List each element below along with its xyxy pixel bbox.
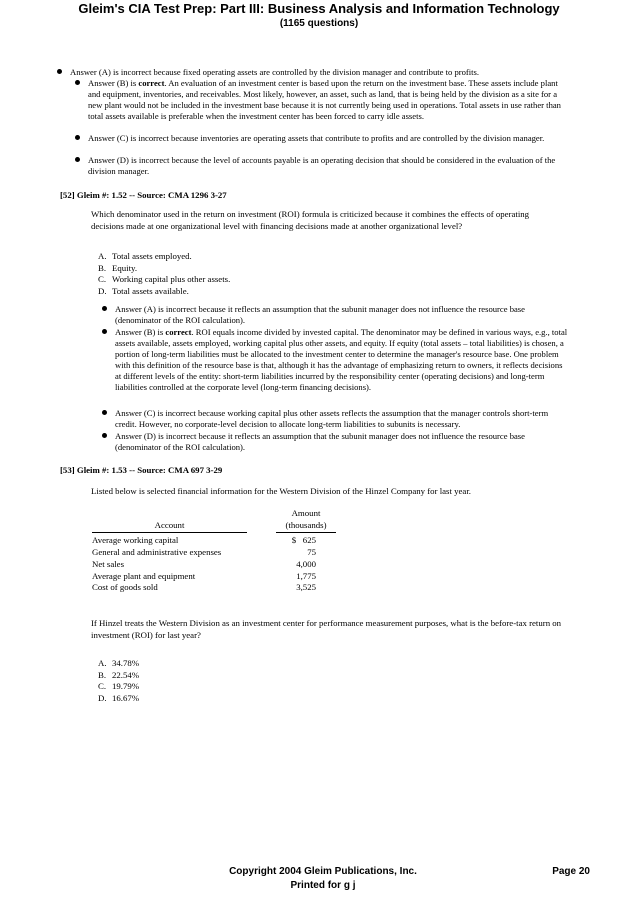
answer-bullet xyxy=(115,327,570,393)
bullet-icon xyxy=(75,135,80,140)
answer-text: Answer (A) is incorrect because fixed operating assets are controlled by the division manager and contribute to profits. xyxy=(70,67,480,77)
page-header-title: Gleim's CIA Test Prep: Part III: Business Analysis and Information Technology xyxy=(78,1,560,16)
question-52-heading: [52] Gleim #: 1.52 -- Source: CMA 1296 3-27 xyxy=(60,190,227,200)
footer-printed-for: Printed for g j xyxy=(290,880,356,891)
table-row-amount: 75 xyxy=(307,547,316,557)
bullet-icon xyxy=(57,69,62,74)
bullet-icon xyxy=(102,410,107,415)
table-row-account: Average working capital xyxy=(92,535,179,545)
bullet-icon xyxy=(75,80,80,85)
question-53-heading: [53] Gleim #: 1.53 -- Source: CMA 697 3-29 xyxy=(60,465,223,475)
answer-text: Answer (D) is incorrect because it reflects an assumption that the subunit manager does not influence the resource base (denominator of the ROI calculation). xyxy=(115,431,525,452)
choice-d: D. Total assets available. xyxy=(98,286,189,296)
header-rule xyxy=(92,532,247,533)
col-header-thousands: (thousands) xyxy=(285,520,327,530)
choice-a: A. 34.78% xyxy=(98,658,140,668)
choice-c: C. Working capital plus other assets. xyxy=(98,274,231,284)
answer-text: Answer (C) is incorrect because inventories are operating assets that contribute to profits and are controlled by the division manager. xyxy=(88,133,545,143)
answer-bullet xyxy=(115,408,570,430)
footer-page-number: Page 20 xyxy=(552,866,590,877)
footer-copyright: Copyright 2004 Gleim Publications, Inc. xyxy=(229,866,417,877)
bullet-icon xyxy=(102,329,107,334)
question-53-text: If Hinzel treats the Western Division as an investment center for performance measurement purposes, what is the before-tax return on investment (ROI) for last year? xyxy=(91,618,562,640)
table-row-account: Average plant and equipment xyxy=(92,571,196,581)
choice-b: B. Equity. xyxy=(98,263,138,273)
col-header-account: Account xyxy=(154,520,185,530)
answer-bullet xyxy=(115,304,570,326)
answer-bullet xyxy=(88,78,570,122)
answer-text: Answer (B) is correct. An evaluation of an investment center is based upon the return on the investment base. These assets include plant and equipment, inventories, and receivables. Most likely, however, an asset, such as land, that is being held by the division as a site for a new plant would not be included in the investment base because it is not currently being used in operations. Total assets in use rather than total assets available is preferable when the investment center has been forced to carry idle assets. xyxy=(88,78,561,121)
table-row-account: Net sales xyxy=(92,559,125,569)
answer-text: Answer (D) is incorrect because the level of accounts payable is an operating decision that should be considered in the evaluation of the division manager. xyxy=(88,155,556,176)
answer-text: Answer (B) is correct. ROI equals income divided by invested capital. The denominator may be defined in various ways, e.g., total assets available, assets employed, working capital plus other assets, and equity. If equity (total assets – total liabilities) is chosen, a portion of long-term liabilities must be allocated to the investment center to determine the manager's resource base. One problem with this definition of the resource base is that, although it has the advantage of emphasizing return to owners, it reflects decisions at different levels of the entity: short-term liabilities incurred by the responsibility center (operating decisions) and long-term liabilities controlled at the corporate level (long-term financing decisions). xyxy=(115,327,568,392)
choice-a: A. Total assets employed. xyxy=(98,251,192,261)
bullet-icon xyxy=(102,433,107,438)
table-row-account: Cost of goods sold xyxy=(92,582,158,592)
choice-d: D. 16.67% xyxy=(98,693,140,703)
table-row-amount: 1,775 xyxy=(296,571,316,581)
answer-bullet xyxy=(70,67,570,78)
answer-bullet xyxy=(88,133,570,144)
answer-bullet xyxy=(88,155,570,177)
page-header-subtitle: (1165 questions) xyxy=(279,18,359,29)
choice-b: B. 22.54% xyxy=(98,670,140,680)
choice-c: C. 19.79% xyxy=(98,681,140,691)
question-52-text: Which denominator used in the return on investment (ROI) formula is criticized because it combines the effects of operating decisions made at one organizational level with financing decisions made at another organizational level? xyxy=(91,209,530,231)
table-row-amount: $ 625 xyxy=(291,535,316,545)
answer-text: Answer (A) is incorrect because it reflects an assumption that the subunit manager does not influence the resource base (denominator of the ROI calculation). xyxy=(115,304,525,325)
col-header-amount: Amount xyxy=(291,508,321,518)
header-rule xyxy=(276,532,336,533)
bullet-icon xyxy=(75,157,80,162)
question-53-intro: Listed below is selected financial information for the Western Division of the Hinzel Company for last year. xyxy=(91,486,471,496)
bullet-icon xyxy=(102,306,107,311)
answer-text: Answer (C) is incorrect because working capital plus other assets reflects the assumption that the manager controls short-term credit. However, no corporate-level decision to allocate long-term liabilities to subunits is necessary. xyxy=(115,408,549,429)
table-row-amount: 4,000 xyxy=(296,559,316,569)
table-row-account: General and administrative expenses xyxy=(92,547,222,557)
answer-bullet xyxy=(115,431,570,453)
table-row-amount: 3,525 xyxy=(296,582,316,592)
